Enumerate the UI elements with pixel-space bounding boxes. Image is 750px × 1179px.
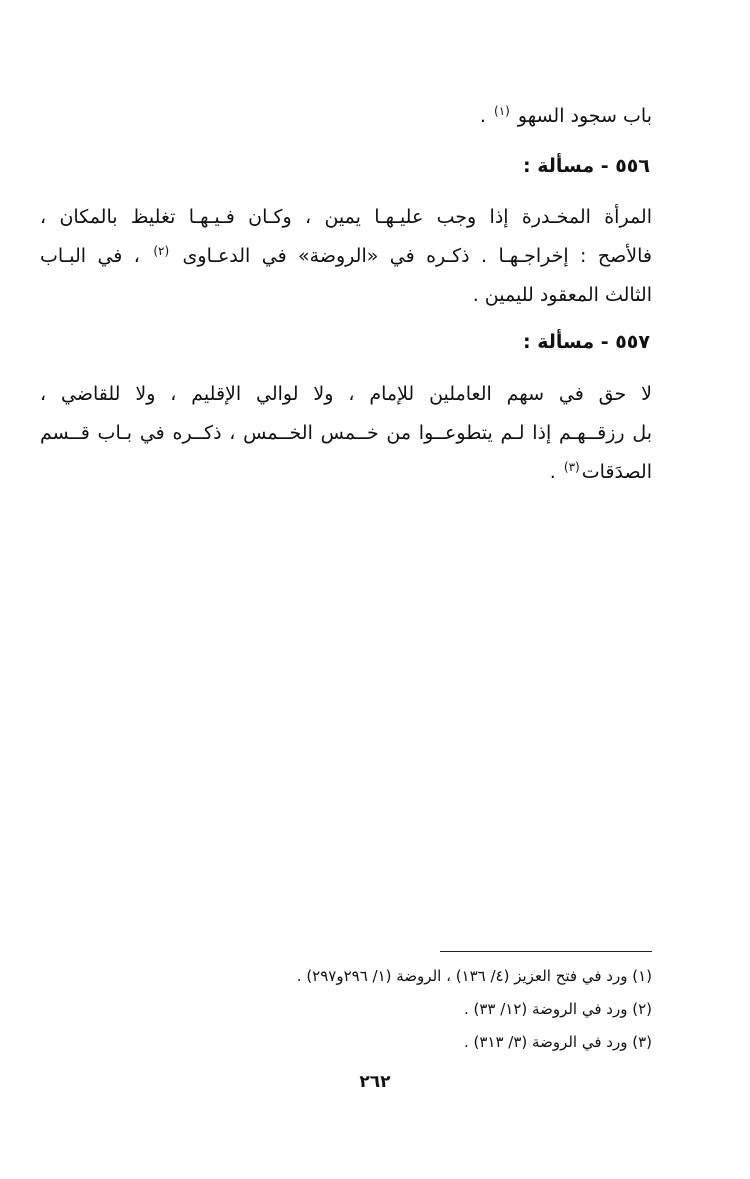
intro-line-text: باب سجود السهو — [517, 105, 652, 127]
section-paragraph-556 — [40, 198, 652, 315]
section-heading-556: ٥٥٦ - مسألة : — [522, 155, 650, 177]
paragraph-line-text: فالأصح : إخراجـهـا . ذكـره في «الروضة» في الدعـاوى — [182, 245, 652, 267]
footnote-separator — [440, 951, 652, 952]
intro-paragraph — [40, 97, 652, 136]
paragraph-line — [40, 237, 652, 276]
section-heading-557: ٥٥٧ - مسألة : — [522, 331, 650, 353]
footnote-3: (٣) ورد في الروضة (٣/ ٣١٣) . — [463, 1033, 652, 1051]
paragraph-line: الثالث المعقود لليمين . — [472, 284, 652, 306]
paragraph-line-tail: ، في البـاب — [40, 245, 140, 267]
intro-line-tail: . — [479, 105, 486, 127]
footnote-2: (٢) ورد في الروضة (١٢/ ٣٣) . — [463, 1000, 652, 1018]
paragraph-line: بل رزقــهـم إذا لـم يتطوعــوا من خــمس الخــمس ، ذكــره في بـاب قــسم — [40, 422, 652, 444]
footnote-1: (١) ورد في فتح العزيز (٤/ ١٣٦) ، الروضة (١/ ٢٩٦و٢٩٧) . — [296, 967, 652, 985]
footnote-marker-2: (٢) — [153, 243, 170, 258]
paragraph-line — [40, 453, 652, 492]
footnotes — [150, 960, 652, 1059]
page-number: ٢٦٢ — [359, 1072, 391, 1092]
paragraph-line-tail: . — [549, 461, 556, 483]
section-paragraph-557 — [40, 375, 652, 492]
paragraph-line-text: الصدَقات — [581, 461, 652, 483]
footnote-marker-3: (٣) — [563, 459, 580, 474]
footnote-marker-1: (١) — [494, 103, 510, 118]
paragraph-line: المرأة المخـدرة إذا وجب عليـهـا يمين ، وكـان فـيـهـا تغليظ بالمكان ، — [40, 206, 652, 228]
intro-line — [40, 97, 652, 136]
paragraph-line: لا حق في سهم العاملين للإمام ، ولا لوالي الإقليم ، ولا للقاضي ، — [40, 383, 652, 405]
